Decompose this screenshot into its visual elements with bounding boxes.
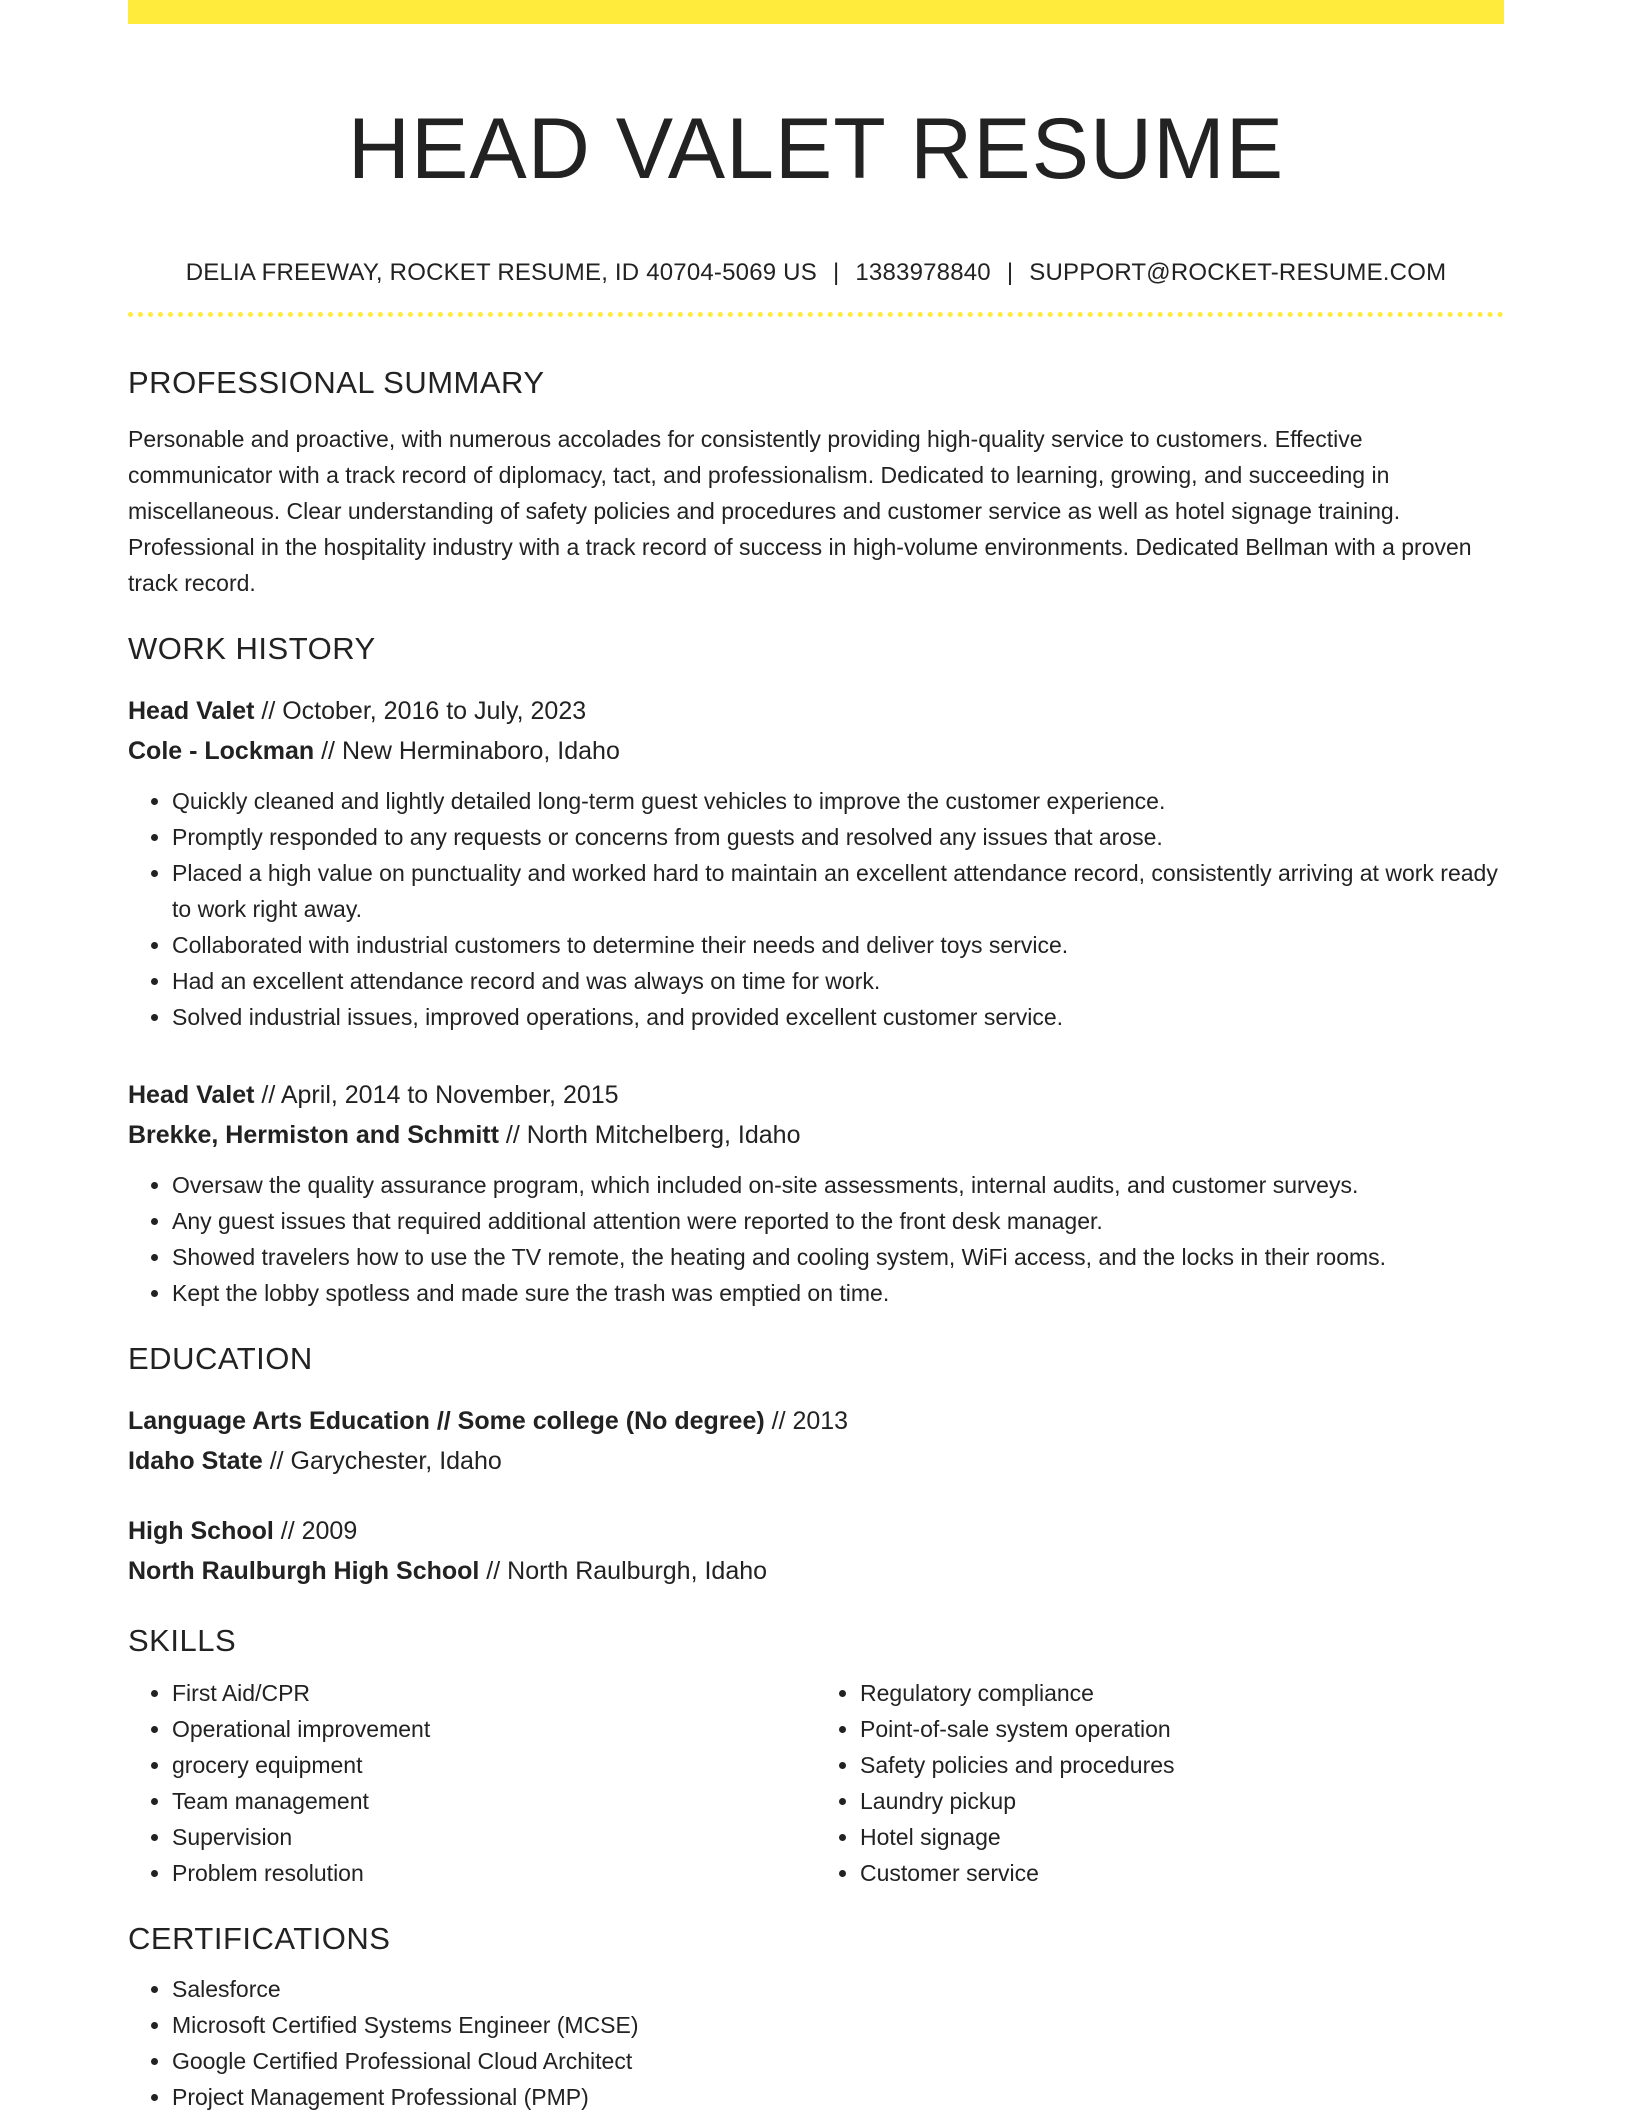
job-bullets bbox=[128, 1167, 1504, 1311]
job-bullet: • Showed travelers how to use the TV remote, the heating and cooling system, WiFi access, and the locks in their rooms. bbox=[172, 1239, 1504, 1275]
job-company-line bbox=[128, 731, 1504, 771]
job-bullet: • Oversaw the quality assurance program, which included on-site assessments, internal audits, and customer surveys. bbox=[172, 1167, 1504, 1203]
job-location: // North Mitchelberg, Idaho bbox=[498, 1121, 801, 1149]
skill-item: • Laundry pickup bbox=[860, 1783, 1504, 1819]
education-location: // North Raulburgh, Idaho bbox=[479, 1557, 768, 1585]
job-title-line bbox=[128, 1075, 1504, 1115]
skill-item: • Hotel signage bbox=[860, 1819, 1504, 1855]
skill-item: • Operational improvement bbox=[172, 1711, 816, 1747]
education-degree: Language Arts Education // Some college (No degree) bbox=[128, 1407, 765, 1435]
contact-line bbox=[128, 258, 1504, 288]
job-bullets bbox=[128, 783, 1504, 1035]
education-heading: EDUCATION bbox=[128, 1341, 313, 1376]
certification-item: • Google Certified Professional Cloud Architect bbox=[172, 2043, 1504, 2079]
education-degree-line bbox=[128, 1401, 1504, 1441]
education-location: // Garychester, Idaho bbox=[262, 1447, 502, 1475]
skill-item: • Regulatory compliance bbox=[860, 1675, 1504, 1711]
certifications-list bbox=[128, 1971, 1504, 2115]
education-entry bbox=[128, 1511, 1504, 1591]
education-school: Idaho State bbox=[128, 1447, 263, 1475]
contact-separator: | bbox=[832, 259, 840, 286]
education-school-line bbox=[128, 1441, 1504, 1481]
resume-content bbox=[128, 0, 1504, 2115]
job-title: Head Valet bbox=[128, 1081, 255, 1109]
education-school: North Raulburgh High School bbox=[128, 1557, 480, 1585]
skills-heading: SKILLS bbox=[128, 1623, 237, 1658]
job-company-line bbox=[128, 1115, 1504, 1155]
certifications-heading: CERTIFICATIONS bbox=[128, 1921, 391, 1956]
skill-item: • First Aid/CPR bbox=[172, 1675, 816, 1711]
certification-item: • Microsoft Certified Systems Engineer (MCSE) bbox=[172, 2007, 1504, 2043]
skill-item: • grocery equipment bbox=[172, 1747, 816, 1783]
job-company: Brekke, Hermiston and Schmitt bbox=[128, 1121, 499, 1149]
job-dates: // April, 2014 to November, 2015 bbox=[254, 1081, 619, 1109]
job-bullet: • Kept the lobby spotless and made sure the trash was emptied on time. bbox=[172, 1275, 1504, 1311]
contact-email: SUPPORT@ROCKET-RESUME.COM bbox=[1029, 259, 1447, 286]
skill-item: • Supervision bbox=[172, 1819, 816, 1855]
education-degree-line bbox=[128, 1511, 1504, 1551]
work-history-heading: WORK HISTORY bbox=[128, 631, 376, 666]
education-year: // 2013 bbox=[764, 1407, 849, 1435]
job-bullet: • Placed a high value on punctuality and worked hard to maintain an excellent attendance record, consistently arriving at work ready to work right away. bbox=[172, 855, 1504, 927]
job-bullet: • Promptly responded to any requests or concerns from guests and resolved any issues that arose. bbox=[172, 819, 1504, 855]
job-entry bbox=[128, 691, 1504, 1035]
education-year: // 2009 bbox=[273, 1517, 358, 1545]
contact-phone: 1383978840 bbox=[855, 259, 991, 286]
job-dates: // October, 2016 to July, 2023 bbox=[254, 697, 587, 725]
job-bullet: • Had an excellent attendance record and was always on time for work. bbox=[172, 963, 1504, 999]
skills-columns bbox=[128, 1675, 1504, 1891]
accent-bar bbox=[128, 0, 1504, 24]
job-bullet: • Quickly cleaned and lightly detailed long-term guest vehicles to improve the customer experience. bbox=[172, 783, 1504, 819]
summary-heading: PROFESSIONAL SUMMARY bbox=[128, 365, 545, 400]
skill-item: • Point-of-sale system operation bbox=[860, 1711, 1504, 1747]
skills-left-list bbox=[128, 1675, 816, 1891]
job-bullet: • Collaborated with industrial customers to determine their needs and deliver toys service. bbox=[172, 927, 1504, 963]
resume-title: HEAD VALET RESUME bbox=[347, 101, 1285, 197]
certification-item: • Salesforce bbox=[172, 1971, 1504, 2007]
education-school-line bbox=[128, 1551, 1504, 1591]
summary-text: Personable and proactive, with numerous accolades for consistently providing high-quality service to customers. Effective communicator with a track record of diplomacy, tact, and professionalism. Dedicated to learning, growing, and succeeding in miscellaneous. Clear understanding of safety policies and procedures and customer service as well as hotel signage training. Professional in the hospitality industry with a track record of success in high-volume environments. Dedicated Bellman with a proven track record. bbox=[128, 426, 1472, 596]
skill-item: • Problem resolution bbox=[172, 1855, 816, 1891]
contact-address: DELIA FREEWAY, ROCKET RESUME, ID 40704-5069 US bbox=[185, 259, 817, 286]
job-bullet: • Solved industrial issues, improved operations, and provided excellent customer service. bbox=[172, 999, 1504, 1035]
certification-item: • Project Management Professional (PMP) bbox=[172, 2079, 1504, 2115]
skill-item: • Customer service bbox=[860, 1855, 1504, 1891]
job-title-line bbox=[128, 691, 1504, 731]
skills-right-list bbox=[816, 1675, 1504, 1891]
job-title: Head Valet bbox=[128, 697, 255, 725]
job-bullet: • Any guest issues that required additional attention were reported to the front desk manager. bbox=[172, 1203, 1504, 1239]
job-company: Cole - Lockman bbox=[128, 737, 315, 765]
skill-item: • Safety policies and procedures bbox=[860, 1747, 1504, 1783]
contact-separator: | bbox=[1006, 259, 1014, 286]
dotted-divider bbox=[128, 312, 1504, 317]
job-entry bbox=[128, 1075, 1504, 1311]
skill-item: • Team management bbox=[172, 1783, 816, 1819]
job-location: // New Herminaboro, Idaho bbox=[314, 737, 620, 765]
education-degree: High School bbox=[128, 1517, 274, 1545]
education-entry bbox=[128, 1401, 1504, 1481]
